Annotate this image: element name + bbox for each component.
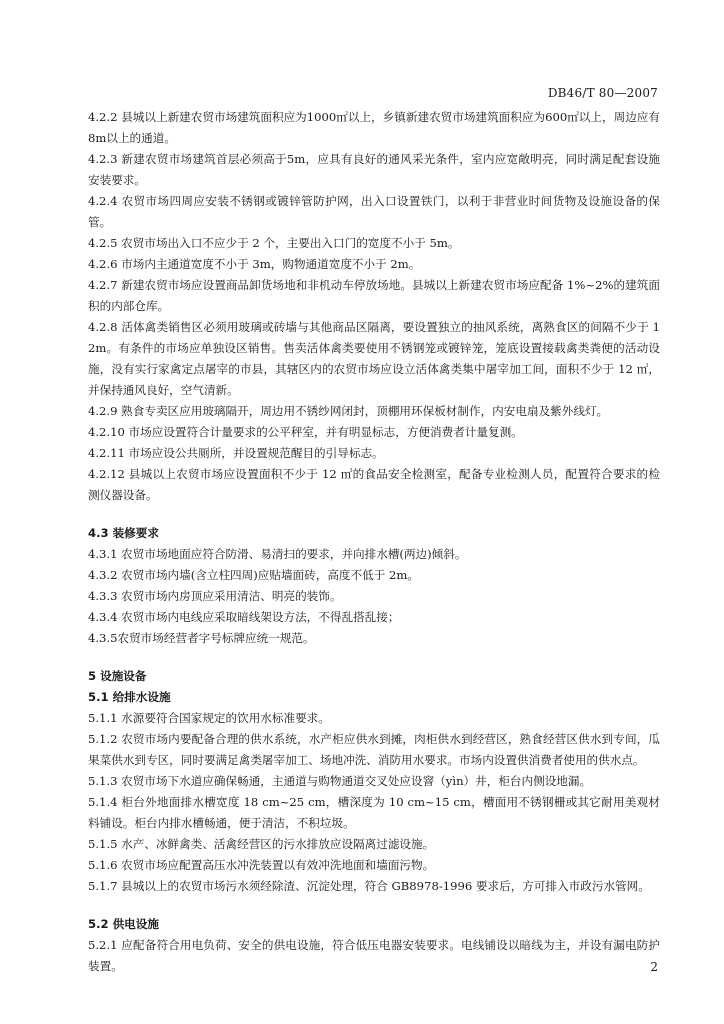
section-heading: 4.3 装修要求	[88, 526, 159, 540]
clause-paragraph: 5.1.6 农贸市场应配置高压水冲洗装置以有效冲洗地面和墙面污物。	[88, 858, 435, 872]
clause-paragraph: 5.1.5 水产、冰鲜禽类、活禽经营区的污水排放应设隔离过滤设施。	[88, 837, 435, 851]
clause-paragraph: 4.2.4 农贸市场四周应安装不锈钢或镀锌管防护网，出入口设置铁门，以利于非营业时间货物及设施设备的保管。	[88, 194, 660, 229]
document-code: DB46/T 80—2007	[547, 86, 658, 100]
clause-paragraph: 4.3.1 农贸市场地面应符合防滑、易清扫的要求，并向排水槽(两边)倾斜。	[88, 547, 467, 561]
clause-paragraph: 5.1.3 农贸市场下水道应确保畅通，主通道与购物通道交叉处应设窨（yìn）井，柜台内侧设地漏。	[88, 774, 592, 788]
clause-paragraph: 4.2.8 活体禽类销售区必须用玻璃或砖墙与其他商品区隔离，要设置独立的抽风系统，离熟食区的间隔不少于 12m。有条件的市场应单独设区销售。售卖活体禽类要使用不锈钢笼或镀锌笼，笼底设置接载禽类粪便的活动设施，没有实行家禽定点屠宰的市县，其辖区内的农贸市场应设立活体禽类集中屠宰加工间，面积不少于 12 ㎡，并保持通风良好，空气清新。	[88, 320, 660, 397]
clause-paragraph: 4.3.2 农贸市场内墙(含立柱四周)应贴墙面砖，高度不低于 2m。	[88, 568, 419, 582]
clause-paragraph: 5.1.1 水源要符合国家规定的饮用水标准要求。	[88, 711, 330, 725]
clause-paragraph: 4.2.10 市场应设置符合计量要求的公平秤室，并有明显标志，方便消费者计量复测。	[88, 425, 523, 439]
clause-paragraph: 4.2.11 市场应设公共厕所，并设置规范醒目的引导标志。	[88, 446, 384, 460]
clause-paragraph: 4.2.2 县城以上新建农贸市场建筑面积应为1000㎡以上，乡镇新建农贸市场建筑面积应为600㎡以上，周边应有8m以上的通道。	[88, 110, 660, 145]
section-heading: 5.1 给排水设施	[88, 690, 171, 704]
clause-paragraph: 4.3.4 农贸市场内电线应采取暗线架设方法，不得乱搭乱接；	[88, 610, 400, 624]
clause-paragraph: 4.2.3 新建农贸市场建筑首层必须高于5m，应具有良好的通风采光条件，室内应宽敞明亮，同时满足配套设施安装要求。	[88, 152, 660, 187]
clause-paragraph: 4.2.12 县城以上农贸市场应设置面积不少于 12 ㎡的食品安全检测室，配备专业检测人员，配置符合要求的检测仪器设备。	[88, 467, 660, 502]
clause-paragraph: 4.3.5农贸市场经营者字号标牌应统一规范。	[88, 631, 315, 645]
section-spacer	[88, 897, 660, 914]
section-heading: 5 设施设备	[88, 669, 147, 683]
page-number: 2	[650, 960, 658, 974]
clause-paragraph: 5.1.7 县城以上的农贸市场污水须经除渣、沉淀处理，符合 GB8978-1996 要求后，方可排入市政污水管网。	[88, 879, 650, 893]
clause-paragraph: 4.2.7 新建农贸市场应设置商品卸货场地和非机动车停放场地。县城以上新建农贸市场应配备 1%~2%的建筑面积的内部仓库。	[88, 278, 660, 313]
document-body	[88, 107, 660, 977]
clause-paragraph: 4.2.6 市场内主通道宽度不小于 3m，购物通道宽度不小于 2m。	[88, 257, 421, 271]
section-heading: 5.2 供电设施	[88, 917, 159, 931]
section-spacer	[88, 506, 660, 523]
clause-paragraph: 5.2.1 应配备符合用电负荷、安全的供电设施，符合低压电器安装要求。电线铺设以暗线为主，并设有漏电防护装置。	[88, 938, 660, 973]
section-spacer	[88, 649, 660, 666]
clause-paragraph: 4.2.5 农贸市场出入口不应少于 2 个，主要出入口门的宽度不小于 5m。	[88, 236, 460, 250]
clause-paragraph: 5.1.4 柜台外地面排水槽宽度 18 cm~25 cm，槽深度为 10 cm~15 cm，槽面用不锈钢栅或其它耐用美观材料铺设。柜台内排水槽畅通，便于清洁，不积垃圾。	[88, 795, 660, 830]
clause-paragraph: 5.1.2 农贸市场内要配备合理的供水系统，水产柜应供水到摊，肉柜供水到经营区，熟食经营区供水到专间，瓜果菜供水到专区，同时要满足禽类屠宰加工、场地冲洗、消防用水要求。市场内设置供消费者使用的供水点。	[88, 732, 660, 767]
clause-paragraph: 4.2.9 熟食专卖区应用玻璃隔开，周边用不锈纱网闭封，顶棚用环保板材制作，内安电扇及紫外线灯。	[88, 404, 609, 418]
clause-paragraph: 4.3.3 农贸市场内房顶应采用清洁、明亮的装饰。	[88, 589, 342, 603]
